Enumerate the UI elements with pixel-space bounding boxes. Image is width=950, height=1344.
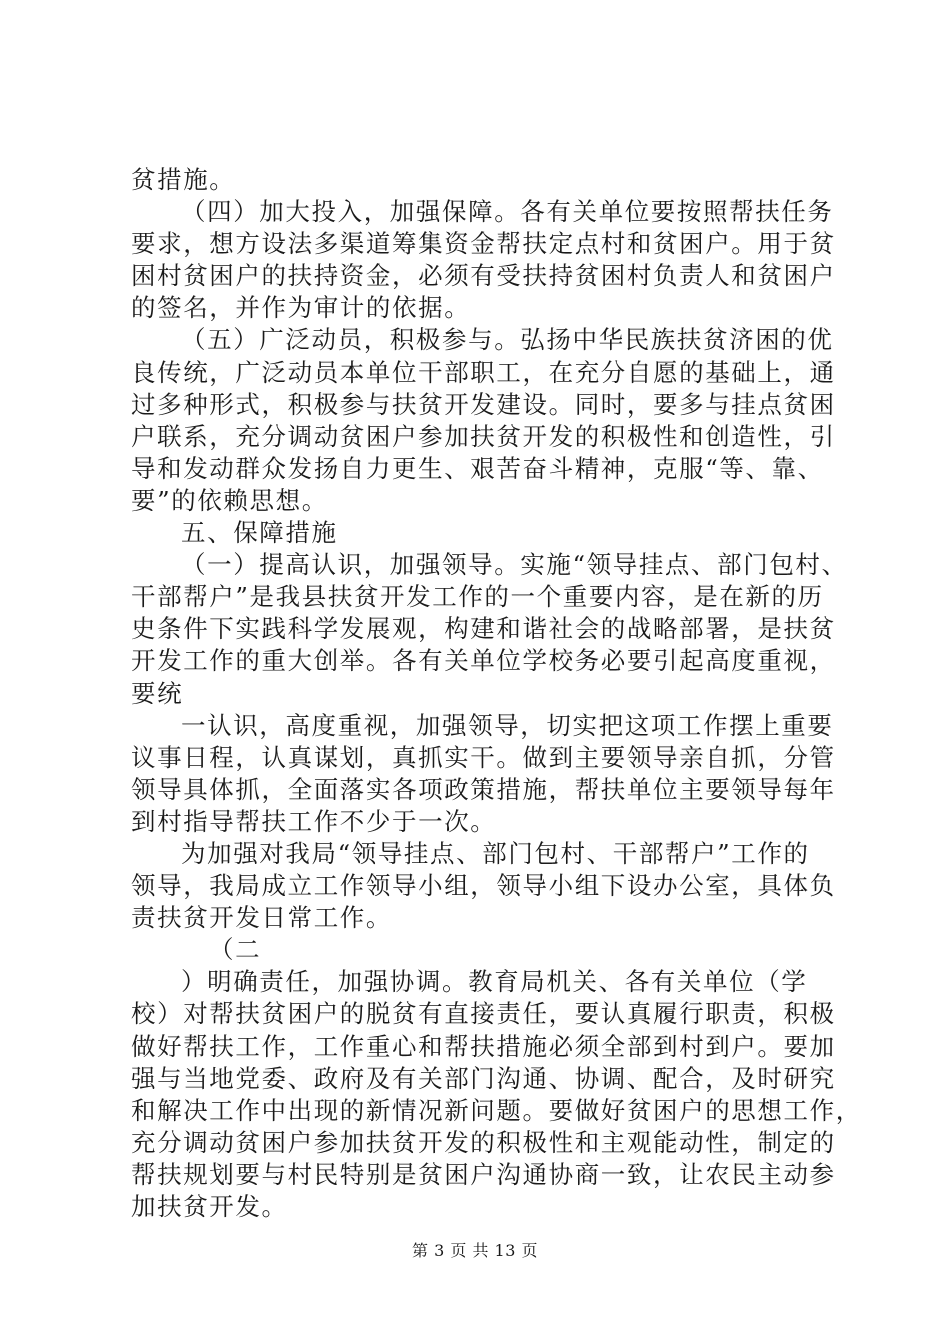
text-line: 做好帮扶工作，工作重心和帮扶措施必须全部到村到户。要加: [131, 1031, 836, 1061]
document-body: [131, 164, 862, 1223]
text-line: （二: [209, 935, 262, 965]
text-line: 困村贫困户的扶持资金，必须有受扶持贫困村负责人和贫困户: [131, 261, 836, 291]
text-line: 到村指导帮扶工作不少于一次。: [131, 806, 497, 836]
text-line: 的签名，并作为审计的依据。: [131, 293, 471, 323]
text-line: 一认识，高度重视，加强领导，切实把这项工作摆上重要: [181, 710, 834, 740]
text-line: 领导，我局成立工作领导小组，领导小组下设办公室，具体负: [131, 871, 836, 901]
text-line: 要”的依赖思想。: [131, 485, 328, 515]
text-line: 校）对帮扶贫困户的脱贫有直接责任，要认真履行职责，积极: [131, 999, 836, 1029]
text-line: 强与当地党委、政府及有关部门沟通、协调、配合，及时研究: [131, 1063, 836, 1093]
text-line: 要求，想方设法多渠道筹集资金帮扶定点村和贫困户。用于贫: [131, 229, 836, 259]
text-line: 开发工作的重大创举。各有关单位学校务必要引起高度重视，: [131, 646, 836, 676]
text-line: （一）提高认识，加强领导。实施“领导挂点、部门包村、: [181, 550, 848, 580]
text-line: 贫措施。: [131, 165, 236, 194]
text-line: 加扶贫开发。: [131, 1192, 288, 1221]
text-line: 帮扶规划要与村民特别是贫困户沟通协商一致，让农民主动参: [131, 1159, 836, 1189]
text-line: （五）广泛动员，积极参与。弘扬中华民族扶贫济困的优: [181, 325, 834, 355]
text-line: 领导具体抓，全面落实各项政策措施，帮扶单位主要领导每年: [131, 774, 836, 804]
text-line: 责扶贫开发日常工作。: [131, 903, 392, 933]
text-line: 和解决工作中出现的新情况新问题。要做好贫困户的思想工作，: [131, 1095, 862, 1125]
text-line: 议事日程，认真谋划，真抓实干。做到主要领导亲自抓，分管: [131, 742, 836, 772]
section-heading: 五、保障措施: [181, 518, 338, 548]
text-line: ）明确责任，加强协调。教育局机关、各有关单位（学: [181, 967, 808, 997]
text-line: 良传统，广泛动员本单位干部职工，在充分自愿的基础上，通: [131, 357, 836, 387]
text-line: 户联系，充分调动贫困户参加扶贫开发的积极性和创造性，引: [131, 421, 836, 451]
page-number-footer: 第 3 页 共 13 页: [412, 1241, 538, 1260]
text-line: 过多种形式，积极参与扶贫开发建设。同时，要多与挂点贫困: [131, 389, 836, 419]
text-line: 为加强对我局“领导挂点、部门包村、干部帮户”工作的: [181, 838, 810, 868]
text-line: 干部帮户”是我县扶贫开发工作的一个重要内容，是在新的历: [131, 582, 824, 612]
text-line: 史条件下实践科学发展观，构建和谐社会的战略部署，是扶贫: [131, 614, 836, 644]
text-line: 要统: [131, 678, 184, 708]
text-line: 充分调动贫困户参加扶贫开发的积极性和主观能动性，制定的: [131, 1127, 836, 1157]
text-line: 导和发动群众发扬自力更生、艰苦奋斗精神，克服“等、靠、: [131, 453, 824, 483]
text-line: （四）加大投入，加强保障。各有关单位要按照帮扶任务: [181, 197, 834, 227]
